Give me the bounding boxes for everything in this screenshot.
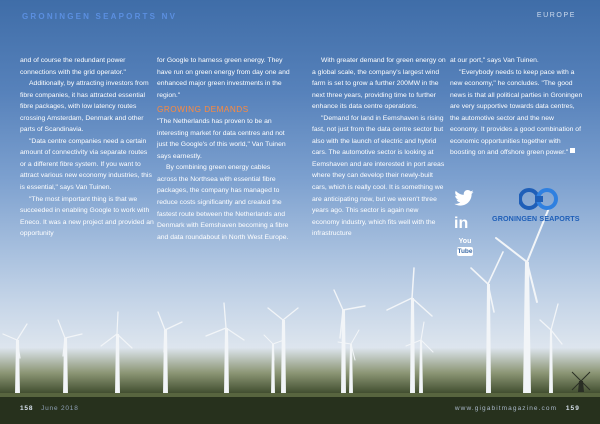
left-folio xyxy=(20,405,79,412)
section-label: EUROPE xyxy=(536,12,576,19)
twitter-bird-icon xyxy=(454,190,474,206)
issue-date: June 2018 xyxy=(41,405,79,412)
logo-name: GRONINGEN SEAPORTS xyxy=(492,214,580,223)
end-of-article-mark xyxy=(570,148,575,153)
article-paragraph: "The Netherlands has proven to be an interesting market for data centres and not just the Google's of this world," Van Tuinen says earnestly. xyxy=(157,118,286,160)
right-page-number: 159 xyxy=(565,405,580,412)
linkedin-label: in xyxy=(454,215,469,232)
page-header xyxy=(0,0,600,34)
youtube-label-top: You xyxy=(458,238,472,245)
seaports-emblem-icon xyxy=(519,186,563,212)
article-paragraph: at our port," says Van Tuinen. xyxy=(450,57,539,64)
subheading: GROWING DEMANDS xyxy=(157,105,249,115)
article-paragraph: and of course the redundant power connections with the grid operator." xyxy=(20,57,126,76)
article-paragraph: for Google to harness green energy. They have run on green energy from day one and enhanced major green investments in the region." xyxy=(157,57,290,99)
twitter-icon[interactable] xyxy=(454,190,476,210)
article-paragraph: "Everybody needs to keep pace with a new economy," he concludes. "The good news is that all political parties in Groningen are very supportive towards data centres, the automotive sector and the new economy. It provides a good combination of economic opportunities together with boosting on and offshore green power." xyxy=(450,68,583,157)
website-url[interactable]: www.gigabitmagazine.com xyxy=(454,405,558,412)
article-column-1 xyxy=(20,55,154,240)
left-page-number: 158 xyxy=(20,405,34,412)
article-paragraph: With greater demand for green energy on a global scale, the company's largest wind farm is set to grow a further 200MW in the next three years, providing time to further enhance its data centre operations. xyxy=(312,57,446,111)
article-paragraph: By combining green energy cables across the Northsea with essential fibre packages, the company has managed to reduce costs significantly and created the fastest route between the Netherlands and Denmark with Eemshaven becoming a fibre and data roundabout in North West Europe. xyxy=(157,164,289,241)
youtube-label-bottom: Tube xyxy=(457,248,473,255)
right-folio xyxy=(455,405,580,412)
article-paragraph: "The most important thing is that we succeeded in enabling Google to work with Eneco. It was a new project and provided an opportunity xyxy=(20,195,154,238)
youtube-icon[interactable] xyxy=(454,238,476,258)
article-column-4 xyxy=(450,55,584,159)
article-paragraph: "Demand for land in Eemshaven is rising fast, not just from the data centre sector but also with the launch of electric and hybrid cars. The automotive sector is looking at Eemshaven and are interested in port areas where they can develop their newly-built cars, which is really cool. It is something we are anticipating now, but we weren't three years ago. This sector is again new economy industry, which fits well with the infrastructure xyxy=(312,114,445,238)
article-paragraph: "Data centre companies need a certain amount of connectivity via separate routes or a different fibre system. If you want to attract various new economy industries, this is essential," says Van Tuinen. xyxy=(20,137,152,192)
groningen-seaports-logo xyxy=(492,186,588,230)
magazine-title: GRONINGEN SEAPORTS NV xyxy=(22,12,178,21)
linkedin-icon[interactable] xyxy=(454,214,476,234)
article-paragraph: Additionally, by attracting investors from fibre companies, it has attracted essential fibre packages, with low latency routes crossing Amsterdam, Denmark and other parts of Scandinavia. xyxy=(20,80,149,134)
article-column-2 xyxy=(157,55,291,243)
article-column-3 xyxy=(312,55,446,240)
